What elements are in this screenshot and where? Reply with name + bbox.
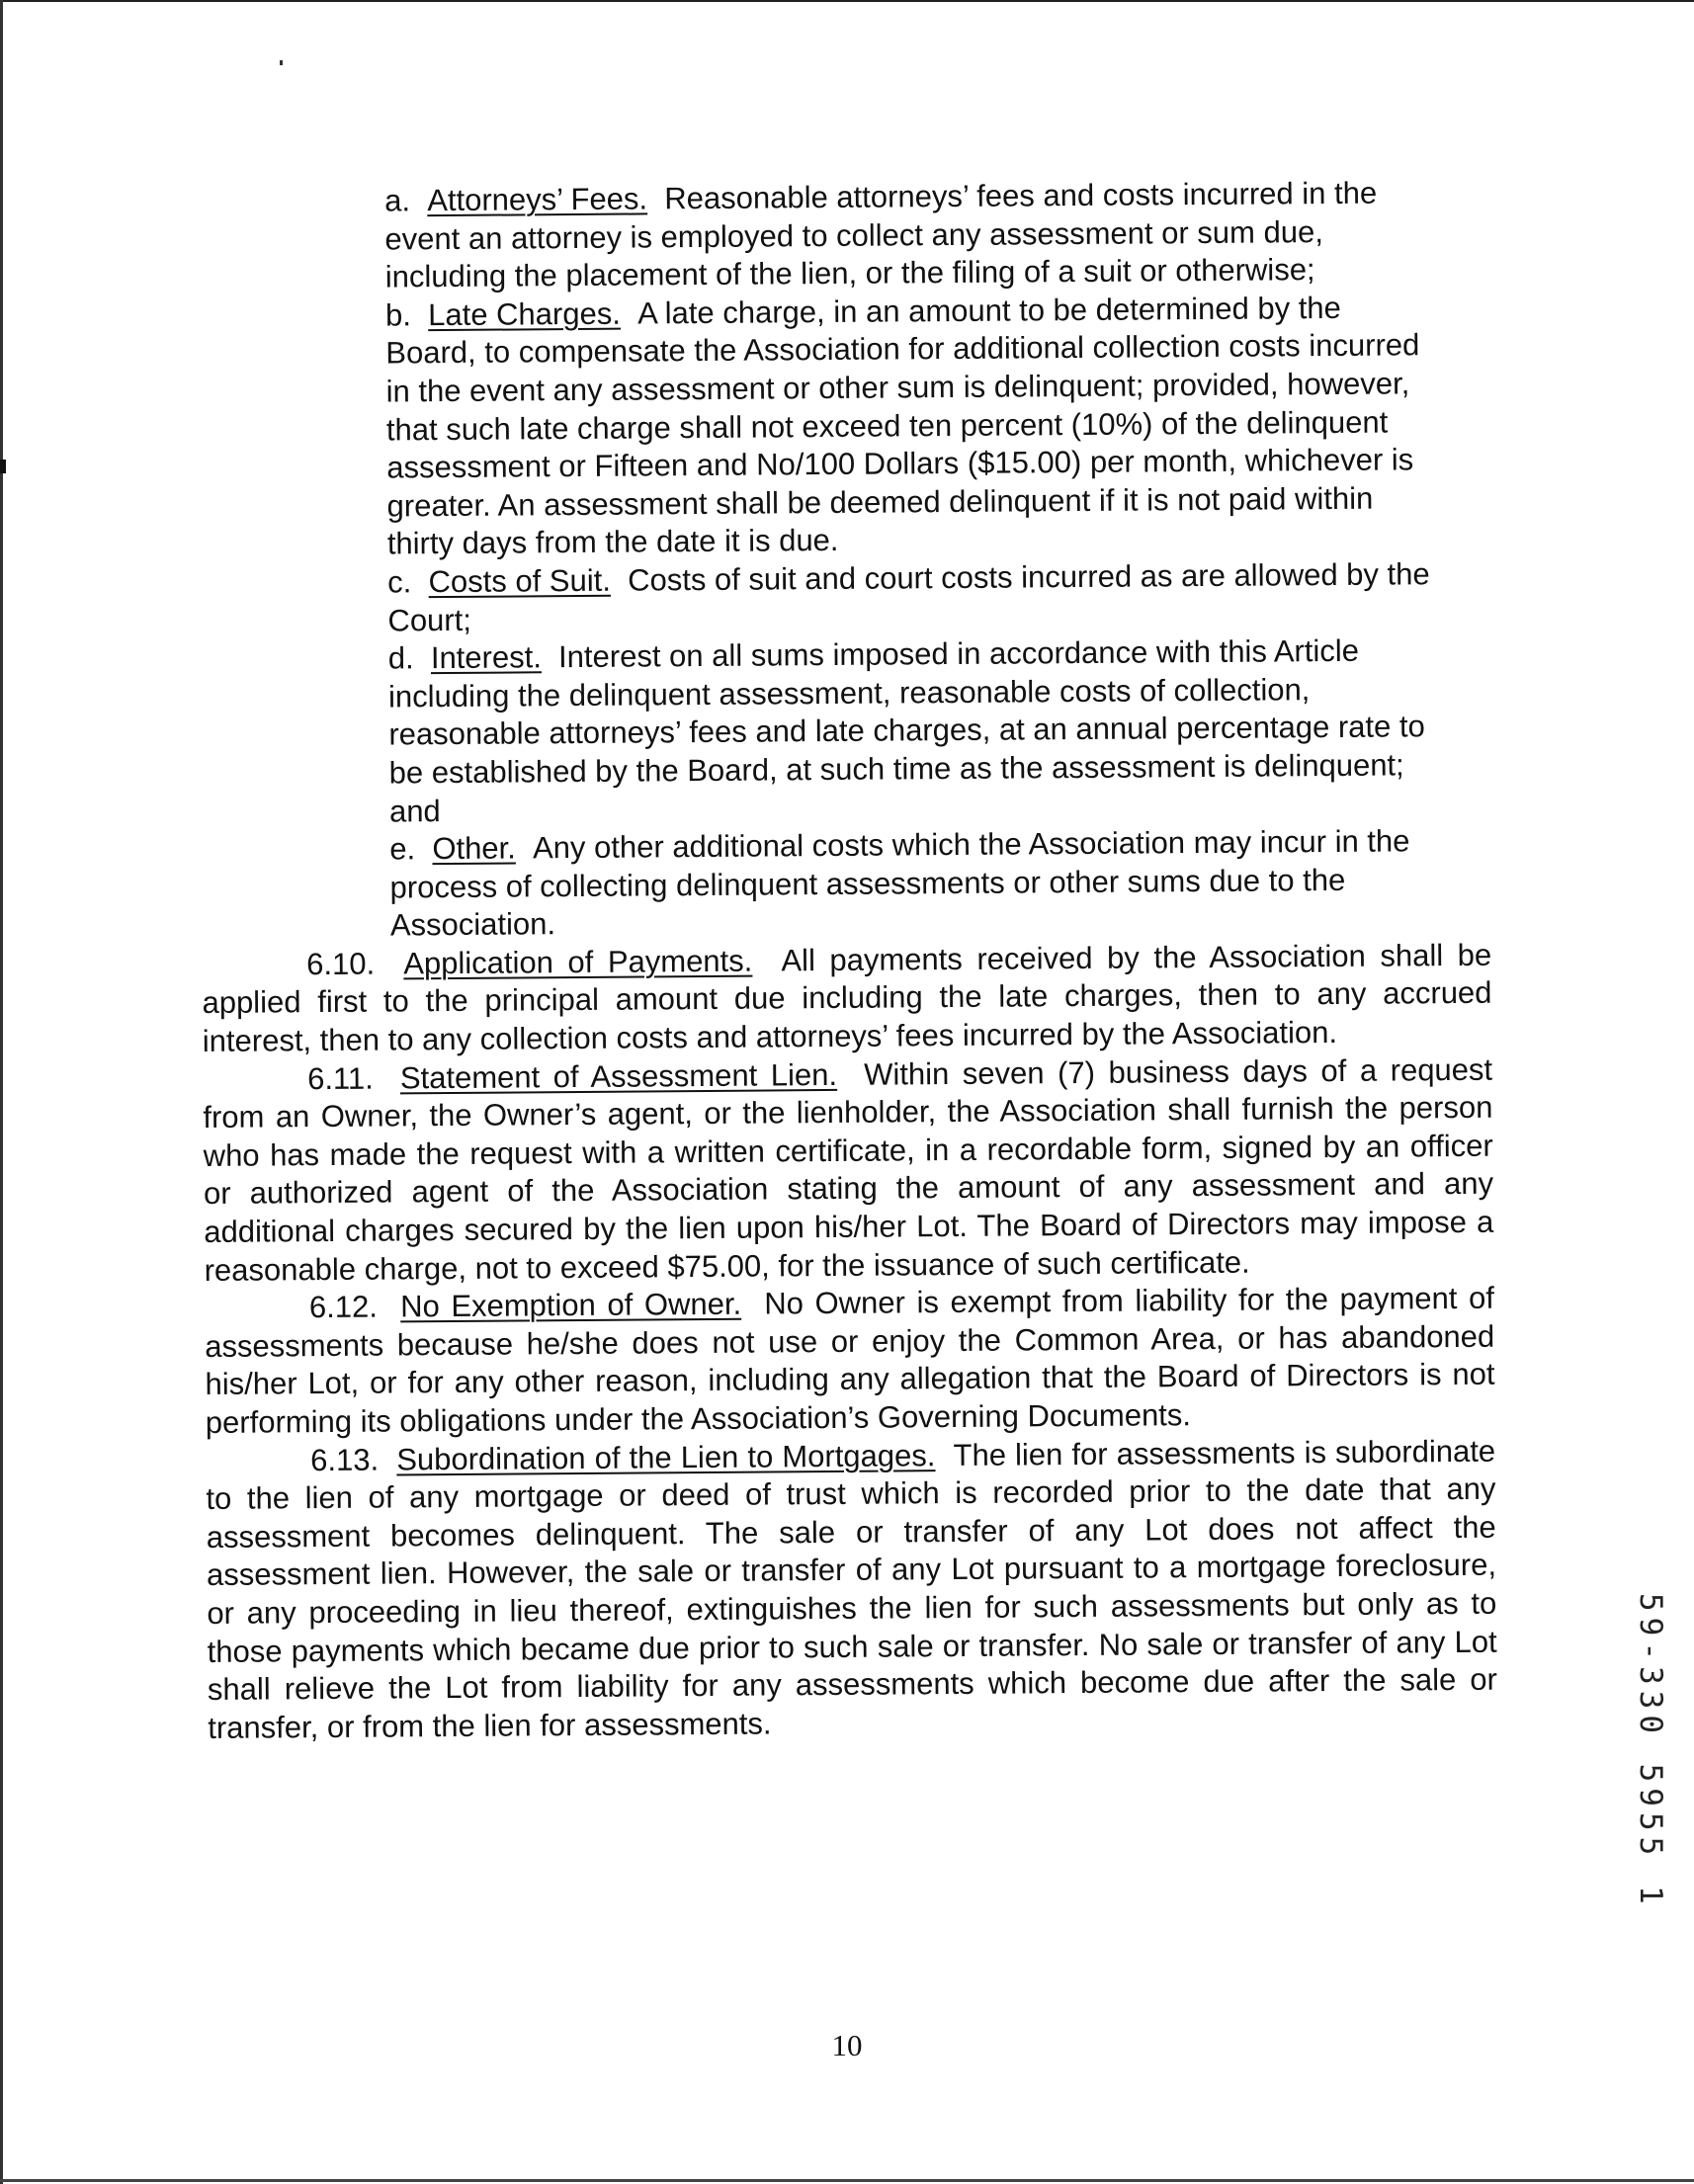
sub-item-list — [384, 174, 1438, 945]
scan-border-bottom — [0, 2179, 1694, 2182]
scan-speck — [280, 60, 283, 65]
scan-border-top — [0, 0, 1694, 2]
section-paragraph — [206, 1432, 1497, 1747]
sub-item-prefix: e. — [389, 831, 416, 867]
sub-item-title: Attorneys’ Fees. — [427, 181, 648, 218]
section-body: The lien for assessments is subordinate to the lien of any mortgage or deed of trust which is recorded prior to the date that any assessment becomes delinquent. The sale or transfer of any Lot does not affect the assessment lien. However, the sale or transfer of any Lot pursuant to a mortgage foreclosure, or any proceeding in lieu thereof, extinguishes the lien for such assessments but only as to those payments which became due prior to such sale or transfer. No sale or transfer of any Lot shall relieve the Lot from liability for any assessments which become due after the sale or transfer, or from the lien for assessments. — [206, 1433, 1498, 1745]
sub-item-prefix: d. — [387, 640, 414, 676]
sub-item-title: Other. — [432, 830, 516, 867]
sub-item — [384, 174, 1433, 296]
section-number: 6.10. — [306, 946, 376, 982]
section-paragraph — [202, 937, 1492, 1061]
sub-item-body: Interest on all sums imposed in accordance with this Article including the delinquent assessment, reasonable costs of collection, reasonable attorneys’ fees and late charges, at an annual percentage rate to be established by the Board, at such time as the assessment is delinquent; and — [387, 632, 1425, 828]
sub-item-title: Interest. — [430, 639, 543, 676]
section-paragraph — [203, 1050, 1494, 1290]
section-number: 6.13. — [310, 1442, 380, 1477]
side-stamp: 59-330 5955 1 — [1633, 1593, 1668, 1910]
section-title: No Exemption of Owner. — [399, 1286, 742, 1324]
section-paragraph — [205, 1280, 1495, 1443]
section-body: No Owner is exempt from liability for the payment of assessments because he/she does not use or enjoy the Common Area, or has abandoned his/her Lot, or for any other reason, including any allegation that the Board of Directors is not performing its obligations under the Association’s Governing Documents. — [205, 1280, 1495, 1440]
sub-item-title: Late Charges. — [428, 295, 622, 332]
sub-item-prefix: c. — [387, 564, 412, 600]
sub-item-title: Costs of Suit. — [428, 562, 612, 600]
section-number: 6.11. — [306, 1060, 374, 1096]
sub-item-prefix: a. — [384, 183, 411, 218]
sub-item — [387, 555, 1436, 640]
section-body: Within seven (7) business days of a request from an Owner, the Owner’s agent, or the lienholder, the Association shall furnish the person who has made the request with a written certificate, in a recordable form, signed by an officer or authorized agent of the Association stating the amount of any assessment and any additional charges secured by the lien upon his/her Lot. The Board of Directors may impose a reasonable charge, not to exceed $75.00, for the issuance of such certificate. — [203, 1051, 1494, 1288]
section-body: All payments received by the Association shall be applied first to the principal amount due including the late charges, then to any accrued interest, then to any collection costs and attorneys’ fees incurred by the Association. — [202, 937, 1492, 1059]
section-title: Application of Payments. — [403, 943, 753, 981]
section-title: Subordination of the Lien to Mortgages. — [396, 1437, 936, 1477]
section-number: 6.12. — [308, 1289, 379, 1325]
sub-item — [389, 822, 1438, 945]
scan-border-left — [0, 0, 3, 2184]
document-body — [196, 174, 1497, 1748]
sub-item-body: Reasonable attorneys’ fees and costs incurred in the event an attorney is employed to collect any assessment or sum due, including the placement of the lien, or the filing of a suit or otherwise; — [384, 175, 1378, 294]
sub-item-body: A late charge, in an amount to be determined by the Board, to compensate the Association for additional collection costs incurred in the event any assessment or other sum is delinquent; provided, however, that such late charge shall not exceed ten percent (10%) of the delinquent assessment or Fifteen and No/100 Dollars ($15.00) per month, whichever is greater. An assessment shall be deemed delinquent if it is not paid within thirty days from the date it is due. — [385, 290, 1420, 561]
page-number: 10 — [831, 2028, 863, 2062]
sub-item — [385, 289, 1435, 563]
sub-item-body: Costs of suit and court costs incurred as are allowed by the Court; — [387, 556, 1430, 638]
sub-item — [388, 631, 1437, 830]
sub-item-prefix: b. — [384, 297, 412, 333]
section-title: Statement of Assessment Lien. — [399, 1056, 838, 1096]
scan-mark — [0, 460, 6, 473]
sub-item-body: Any other additional costs which the Association may incur in the process of collecting delinquent assessments or other sums due to the Association. — [389, 823, 1410, 943]
